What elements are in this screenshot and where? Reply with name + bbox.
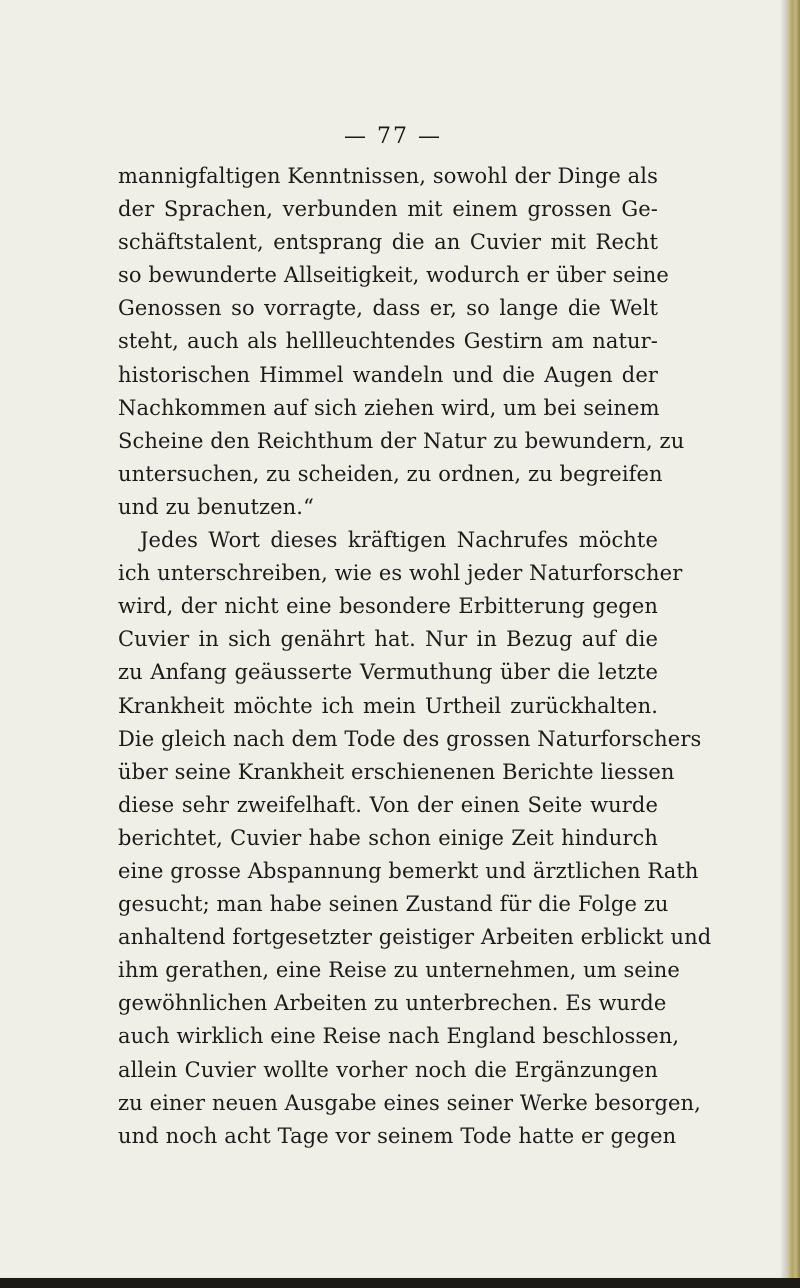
text-line: diese sehr zweifelhaft. Von der einen Seite wurde [118, 792, 658, 817]
text-line: gesucht; man habe seinen Zustand für die Folge zu [118, 892, 669, 917]
text-line: und noch acht Tage vor seinem Tode hatte er gegen [118, 1123, 677, 1148]
text-line: Krankheit möchte ich mein Urtheil zurückhalten. [118, 693, 658, 718]
text-line: Cuvier in sich genährt hat. Nur in Bezug auf die [118, 627, 658, 652]
text-line: ihm gerathen, eine Reise zu unternehmen, um seine [118, 958, 680, 983]
text-line: über seine Krankheit erschienenen Berichte liessen [118, 759, 675, 784]
book-spine-edge [786, 0, 800, 1288]
text-line: historischen Himmel wandeln und die Augen der [118, 362, 658, 387]
text-line: berichtet, Cuvier habe schon einige Zeit hindurch [118, 825, 658, 850]
paragraph-end-line: und zu benutzen.“ [118, 494, 314, 519]
text-line: schäftstalent, entsprang die an Cuvier mit Recht [118, 230, 658, 255]
text-line: so bewunderte Allseitigkeit, wodurch er über seine [118, 263, 669, 288]
text-line: mannigfaltigen Kenntnissen, sowohl der Dinge als [118, 164, 658, 188]
text-line: Scheine den Reichthum der Natur zu bewundern, zu [118, 428, 685, 453]
text-line: untersuchen, zu scheiden, zu ordnen, zu begreifen [118, 461, 663, 486]
text-line: steht, auch als hellleuchtendes Gestirn am natur- [118, 329, 658, 354]
text-line: gewöhnlichen Arbeiten zu unterbrechen. Es wurde [118, 991, 667, 1016]
text-line: allein Cuvier wollte vorher noch die Ergänzungen [118, 1057, 658, 1082]
page-bottom-edge [0, 1278, 800, 1288]
text-line: der Sprachen, verbunden mit einem grossen Ge- [118, 197, 658, 222]
text-line: anhaltend fortgesetzter geistiger Arbeiten erblickt und [118, 925, 712, 950]
paragraph-start-line: Jedes Wort dieses kräftigen Nachrufes möchte [140, 528, 658, 553]
text-line: Die gleich nach dem Tode des grossen Naturforschers [118, 726, 702, 751]
body-text [118, 160, 712, 1153]
text-line: eine grosse Abspannung bemerkt und ärztlichen Rath [118, 858, 699, 883]
text-line: zu Anfang geäusserte Vermuthung über die letzte [118, 660, 658, 685]
page-number: — 77 — [344, 124, 442, 149]
text-line: ich unterschreiben, wie es wohl jeder Naturforscher [118, 561, 683, 586]
text-line: Nachkommen auf sich ziehen wird, um bei seinem [118, 395, 660, 420]
text-line: Genossen so vorragte, dass er, so lange die Welt [118, 296, 658, 321]
text-line: zu einer neuen Ausgabe eines seiner Werke besorgen, [118, 1090, 701, 1115]
text-line: wird, der nicht eine besondere Erbitterung gegen [118, 594, 658, 619]
text-line: auch wirklich eine Reise nach England beschlossen, [118, 1024, 680, 1049]
